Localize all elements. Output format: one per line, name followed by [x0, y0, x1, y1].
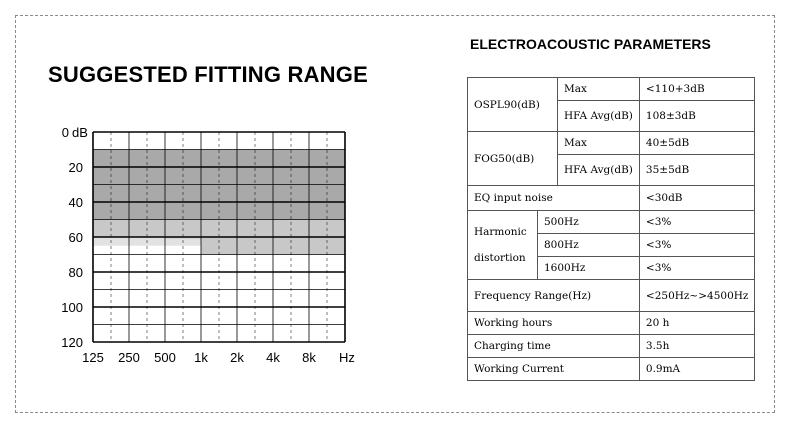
table-row — [468, 211, 755, 234]
eq-noise-label: EQ input noise — [468, 186, 640, 211]
freq-range-value: <250Hz~>4500Hz — [639, 280, 755, 312]
fog50-label: FOG50(dB) — [468, 132, 558, 186]
fog50-hfa-value: 35±5dB — [639, 155, 755, 186]
x-tick-label: 2k — [230, 350, 244, 365]
fitting-range-title: SUGGESTED FITTING RANGE — [48, 62, 368, 87]
params-title: ELECTROACOUSTIC PARAMETERS — [470, 36, 711, 52]
ospl90-max-label: Max — [558, 78, 640, 101]
x-tick-label: 500 — [154, 350, 176, 365]
harmonic-label-line2: distortion — [474, 252, 526, 264]
x-tick-label: 8k — [302, 350, 316, 365]
y-tick-label: 20 — [68, 160, 83, 175]
y-tick-label: 80 — [68, 265, 83, 280]
x-tick-label: 4k — [266, 350, 280, 365]
eq-noise-value: <30dB — [639, 186, 755, 211]
x-tick-label: 1k — [194, 350, 208, 365]
x-tick-label: 125 — [82, 350, 104, 365]
harmonic-freq: 800Hz — [538, 234, 640, 257]
fitting-range-chart — [40, 110, 360, 370]
y-tick-label: 120 — [61, 335, 83, 350]
x-tick-labels — [82, 350, 355, 365]
working-hours-label: Working hours — [468, 312, 640, 335]
harmonic-freq: 500Hz — [538, 211, 640, 234]
y-unit-label: dB — [72, 125, 88, 140]
table-row — [468, 280, 755, 312]
ospl90-hfa-value: 108±3dB — [639, 101, 755, 132]
working-current-label: Working Current — [468, 358, 640, 381]
table-row — [468, 78, 755, 101]
y-tick-label: 40 — [68, 195, 83, 210]
harmonic-label-line1: Harmonic — [474, 226, 527, 238]
table-row — [468, 132, 755, 155]
ospl90-max-value: <110+3dB — [639, 78, 755, 101]
harmonic-freq: 1600Hz — [538, 257, 640, 280]
harmonic-value: <3% — [639, 234, 755, 257]
y-tick-label: 100 — [61, 300, 83, 315]
ospl90-label: OSPL90(dB) — [468, 78, 558, 132]
table-row — [468, 186, 755, 211]
fog50-max-value: 40±5dB — [639, 132, 755, 155]
working-current-value: 0.9mA — [639, 358, 755, 381]
y-tick-label: 60 — [68, 230, 83, 245]
electroacoustic-parameters-table — [467, 77, 755, 381]
charging-time-label: Charging time — [468, 335, 640, 358]
x-tick-label: 250 — [118, 350, 140, 365]
table-row — [468, 358, 755, 381]
fog50-hfa-label: HFA Avg(dB) — [558, 155, 640, 186]
harmonic-value: <3% — [639, 211, 755, 234]
fog50-max-label: Max — [558, 132, 640, 155]
harmonic-value: <3% — [639, 257, 755, 280]
y-tick-label: 0 — [61, 125, 69, 140]
ospl90-hfa-label: HFA Avg(dB) — [558, 101, 640, 132]
working-hours-value: 20 h — [639, 312, 755, 335]
harmonic-distortion-label — [468, 211, 538, 280]
table-row — [468, 335, 755, 358]
x-unit-label: Hz — [339, 350, 355, 365]
y-tick-labels — [61, 125, 88, 350]
freq-range-label: Frequency Range(Hz) — [468, 280, 640, 312]
charging-time-value: 3.5h — [639, 335, 755, 358]
table-row — [468, 312, 755, 335]
